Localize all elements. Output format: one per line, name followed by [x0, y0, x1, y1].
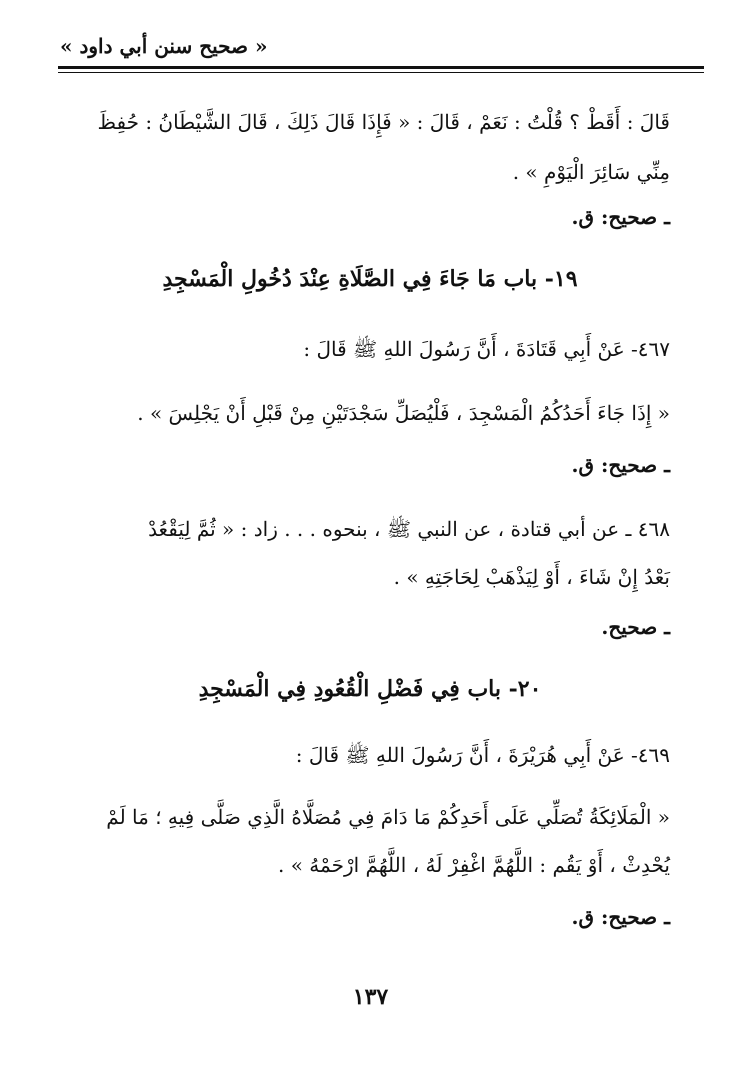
page-number: ١٣٧: [352, 984, 389, 1010]
hadith-text: « الْمَلَائِكَةُ تُصَلِّي عَلَى أَحَدِكُمْ مَا دَامَ فِي مُصَلَّاهُ الَّذِي صَلَّى فِيهِ ؛ مَا لَمْ: [106, 805, 670, 829]
hadith-text: « إِذَا جَاءَ أَحَدُكُمُ الْمَسْجِدَ ، فَلْيُصَلِّ سَجْدَتَيْنِ مِنْ قَبْلِ أَنْ يَجْلِسَ » .: [137, 401, 670, 425]
hadith-intro: ٤٦٧- عَنْ أَبِي قَتَادَةَ ، أَنَّ رَسُولَ اللهِ ﷺ قَالَ :: [303, 337, 670, 361]
chapter-heading: ١٩- باب مَا جَاءَ فِي الصَّلَاةِ عِنْدَ دُخُولِ الْمَسْجِدِ: [162, 266, 578, 292]
hadith-text: ٤٦٨ ـ عن أبي قتادة ، عن النبي ﷺ ، بنحوه . . . زاد : « ثُمَّ لِيَقْعُدْ: [148, 517, 670, 541]
chapter-heading: ٢٠- باب فِي فَضْلِ الْقُعُودِ فِي الْمَسْجِدِ: [198, 676, 542, 702]
header-rule-thick: [58, 66, 704, 69]
text-line: قَالَ : أَقَطْ ؟ قُلْتُ : نَعَمْ ، قَالَ : « فَإِذَا قَالَ ذَلِكَ ، قَالَ الشَّيْطَانُ : حُفِظَ: [97, 110, 670, 134]
hadith-intro: ٤٦٩- عَنْ أَبِي هُرَيْرَةَ ، أَنَّ رَسُولَ اللهِ ﷺ قَالَ :: [295, 743, 670, 767]
running-header: « صحيح سنن أبي داود »: [60, 34, 268, 58]
header-rule-thin: [58, 72, 704, 73]
hadith-text: بَعْدُ إِنْ شَاءَ ، أَوْ لِيَذْهَبْ لِحَاجَتِهِ » .: [393, 565, 670, 589]
hadith-text: يُحْدِثْ ، أَوْ يَقُم : اللَّهُمَّ اغْفِرْ لَهُ ، اللَّهُمَّ ارْحَمْهُ » .: [278, 853, 670, 877]
text-line: مِنِّي سَائِرَ الْيَوْمِ » .: [512, 160, 670, 184]
grade-note: ـ صحيح: ق.: [571, 205, 670, 229]
grade-note: ـ صحيح.: [601, 615, 670, 639]
grade-note: ـ صحيح: ق.: [571, 453, 670, 477]
grade-note: ـ صحيح: ق.: [571, 905, 670, 929]
